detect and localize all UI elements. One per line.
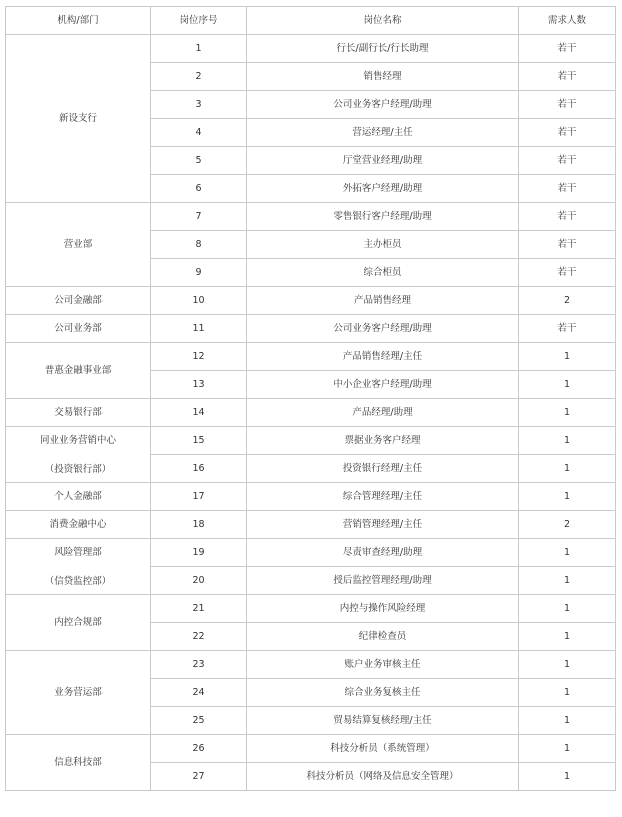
headcount-cell: 1	[519, 539, 616, 567]
table-row	[6, 651, 616, 679]
headcount-cell: 若干	[519, 35, 616, 63]
headcount-cell: 1	[519, 371, 616, 399]
position-title-cell: 销售经理	[247, 63, 519, 91]
headcount-cell: 1	[519, 763, 616, 791]
headcount-cell: 1	[519, 399, 616, 427]
position-no-cell: 21	[151, 595, 247, 623]
table-header-row	[6, 7, 616, 35]
department-cell	[6, 343, 151, 399]
position-no-cell: 11	[151, 315, 247, 343]
position-title-cell: 公司业务客户经理/助理	[247, 315, 519, 343]
table-body	[6, 35, 616, 791]
department-name: 风险管理部	[54, 546, 102, 558]
position-title-cell: 营运经理/主任	[247, 119, 519, 147]
position-title-cell: 尽责审查经理/助理	[247, 539, 519, 567]
table-row	[6, 203, 616, 231]
headcount-cell: 若干	[519, 63, 616, 91]
position-title-cell: 主办柜员	[247, 231, 519, 259]
headcount-cell: 1	[519, 623, 616, 651]
headcount-cell: 1	[519, 455, 616, 483]
position-no-cell: 3	[151, 91, 247, 119]
headcount-cell: 1	[519, 651, 616, 679]
header-headcount: 需求人数	[519, 7, 616, 35]
position-no-cell: 16	[151, 455, 247, 483]
position-no-cell: 9	[151, 259, 247, 287]
position-title-cell: 贸易结算复核经理/主任	[247, 707, 519, 735]
department-name: 普惠金融事业部	[44, 365, 112, 376]
table-row	[6, 35, 616, 63]
headcount-cell: 若干	[519, 147, 616, 175]
recruitment-table	[5, 6, 616, 791]
table-row	[6, 539, 616, 567]
department-name: 公司业务部	[54, 323, 102, 334]
department-name: 交易银行部	[54, 407, 102, 418]
position-title-cell: 科技分析员（网络及信息安全管理）	[247, 763, 519, 791]
department-cell	[6, 539, 151, 595]
position-no-cell: 23	[151, 651, 247, 679]
position-no-cell: 14	[151, 399, 247, 427]
department-cell	[6, 35, 151, 203]
department-name: 内控合规部	[54, 617, 102, 628]
position-no-cell: 17	[151, 483, 247, 511]
position-title-cell: 综合柜员	[247, 259, 519, 287]
department-name: 同业业务营销中心	[39, 434, 116, 446]
position-no-cell: 10	[151, 287, 247, 315]
position-no-cell: 6	[151, 175, 247, 203]
position-no-cell: 8	[151, 231, 247, 259]
position-title-cell: 授后监控管理经理/助理	[247, 567, 519, 595]
department-name: 信息科技部	[54, 757, 102, 768]
position-no-cell: 26	[151, 735, 247, 763]
position-title-cell: 外拓客户经理/助理	[247, 175, 519, 203]
department-name: （信贷监控部）	[44, 575, 112, 587]
position-title-cell: 科技分析员（系统管理）	[247, 735, 519, 763]
position-no-cell: 12	[151, 343, 247, 371]
department-cell	[6, 203, 151, 287]
position-no-cell: 2	[151, 63, 247, 91]
position-no-cell: 4	[151, 119, 247, 147]
department-name: 营业部	[63, 239, 93, 250]
headcount-cell: 若干	[519, 119, 616, 147]
header-position-title: 岗位名称	[247, 7, 519, 35]
position-no-cell: 15	[151, 427, 247, 455]
department-name: 业务营运部	[54, 687, 102, 698]
table-row	[6, 511, 616, 539]
position-title-cell: 投资银行经理/主任	[247, 455, 519, 483]
position-no-cell: 24	[151, 679, 247, 707]
position-title-cell: 纪律检查员	[247, 623, 519, 651]
headcount-cell: 若干	[519, 259, 616, 287]
headcount-cell: 2	[519, 511, 616, 539]
department-name: （投资银行部）	[44, 463, 112, 475]
department-name: 新设支行	[58, 113, 97, 124]
headcount-cell: 1	[519, 343, 616, 371]
position-no-cell: 18	[151, 511, 247, 539]
table-row	[6, 287, 616, 315]
position-no-cell: 27	[151, 763, 247, 791]
position-no-cell: 13	[151, 371, 247, 399]
headcount-cell: 1	[519, 567, 616, 595]
position-title-cell: 中小企业客户经理/助理	[247, 371, 519, 399]
department-cell	[6, 595, 151, 651]
headcount-cell: 2	[519, 287, 616, 315]
position-title-cell: 公司业务客户经理/助理	[247, 91, 519, 119]
table-row	[6, 399, 616, 427]
headcount-cell: 1	[519, 679, 616, 707]
position-no-cell: 7	[151, 203, 247, 231]
position-no-cell: 25	[151, 707, 247, 735]
department-cell	[6, 427, 151, 483]
headcount-cell: 1	[519, 427, 616, 455]
position-no-cell: 22	[151, 623, 247, 651]
table-row	[6, 595, 616, 623]
position-no-cell: 19	[151, 539, 247, 567]
department-cell	[6, 735, 151, 791]
headcount-cell: 1	[519, 483, 616, 511]
position-title-cell: 综合管理经理/主任	[247, 483, 519, 511]
position-no-cell: 5	[151, 147, 247, 175]
headcount-cell: 若干	[519, 231, 616, 259]
table-row	[6, 427, 616, 455]
headcount-cell: 若干	[519, 175, 616, 203]
position-title-cell: 票据业务客户经理	[247, 427, 519, 455]
table-row	[6, 735, 616, 763]
department-cell	[6, 315, 151, 343]
department-name: 个人金融部	[54, 491, 102, 502]
department-cell	[6, 287, 151, 315]
table-row	[6, 315, 616, 343]
department-cell	[6, 483, 151, 511]
position-title-cell: 产品销售经理	[247, 287, 519, 315]
department-name: 消费金融中心	[49, 519, 107, 530]
department-cell	[6, 399, 151, 427]
department-name: 公司金融部	[54, 295, 102, 306]
headcount-cell: 1	[519, 735, 616, 763]
position-title-cell: 账户业务审核主任	[247, 651, 519, 679]
position-title-cell: 产品经理/助理	[247, 399, 519, 427]
position-title-cell: 内控与操作风险经理	[247, 595, 519, 623]
position-no-cell: 1	[151, 35, 247, 63]
position-title-cell: 厅堂营业经理/助理	[247, 147, 519, 175]
position-title-cell: 零售银行客户经理/助理	[247, 203, 519, 231]
position-no-cell: 20	[151, 567, 247, 595]
header-position-no: 岗位序号	[151, 7, 247, 35]
position-title-cell: 产品销售经理/主任	[247, 343, 519, 371]
header-department: 机构/部门	[6, 7, 151, 35]
headcount-cell: 1	[519, 595, 616, 623]
headcount-cell: 若干	[519, 315, 616, 343]
headcount-cell: 若干	[519, 91, 616, 119]
headcount-cell: 若干	[519, 203, 616, 231]
position-title-cell: 营销管理经理/主任	[247, 511, 519, 539]
table-row	[6, 483, 616, 511]
headcount-cell: 1	[519, 707, 616, 735]
department-cell	[6, 651, 151, 735]
table-row	[6, 343, 616, 371]
department-cell	[6, 511, 151, 539]
position-title-cell: 综合业务复核主任	[247, 679, 519, 707]
position-title-cell: 行长/副行长/行长助理	[247, 35, 519, 63]
